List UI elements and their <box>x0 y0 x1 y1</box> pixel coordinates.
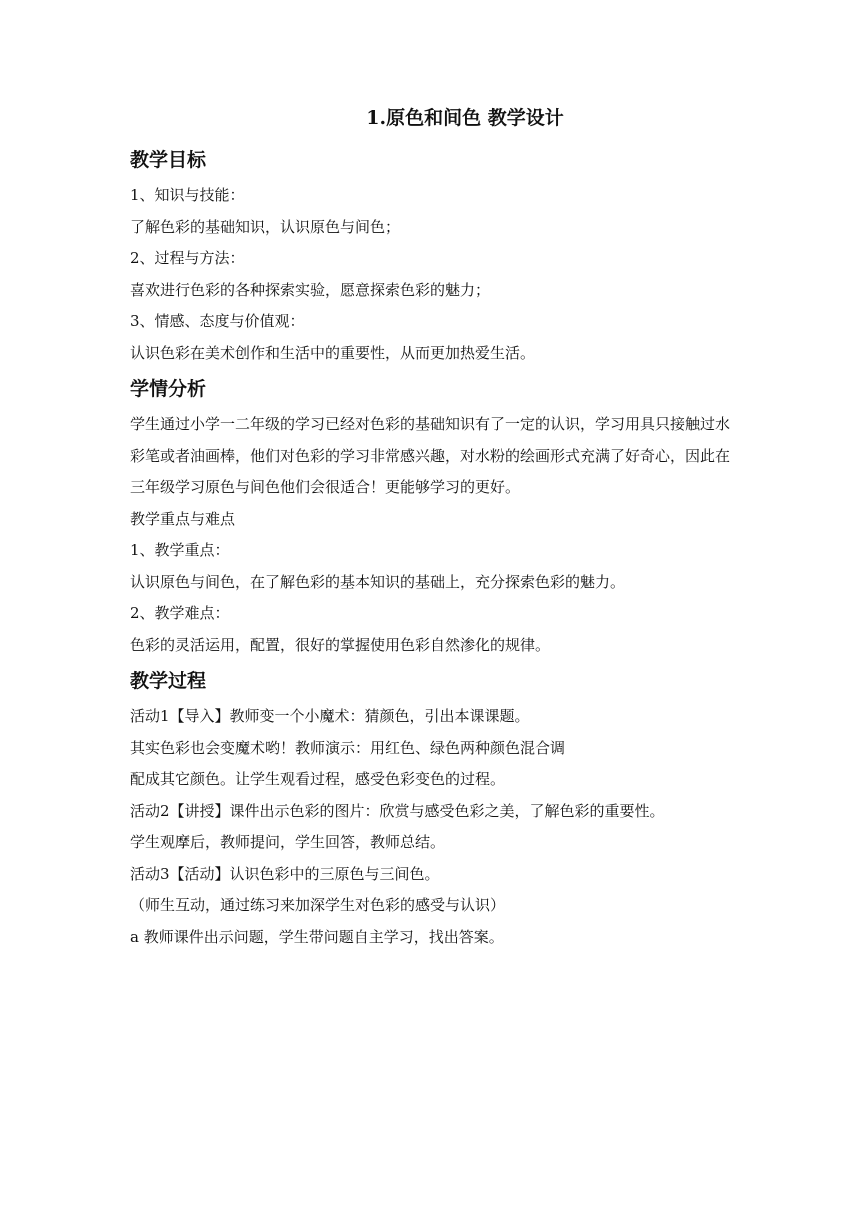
heading-process: 教学过程 <box>130 670 207 692</box>
objective-line: 喜欢进行色彩的各种探索实验，愿意探索色彩的魅力； <box>130 280 491 299</box>
activity-2-detail: 学生观摩后，教师提问，学生回答，教师总结。 <box>130 833 446 851</box>
activity-3: 活动3【活动】认识色彩中的三原色与三间色。 <box>130 864 440 883</box>
analysis-line: 1、教学重点： <box>130 541 230 559</box>
objective-line: 1、知识与技能： <box>130 186 245 204</box>
activity-2: 活动2【讲授】课件出示色彩的图片：欣赏与感受色彩之美，了解色彩的重要性。 <box>130 801 665 820</box>
key-points-label: 教学重点与难点 <box>130 509 236 528</box>
document-content <box>130 100 730 953</box>
heading-analysis: 学情分析 <box>130 378 207 400</box>
analysis-line: 认识原色与间色，在了解色彩的基本知识的基础上，充分探索色彩的魅力。 <box>130 572 626 591</box>
objective-line: 2、过程与方法： <box>130 249 245 267</box>
analysis-paragraph: 学生通过小学一二年级的学习已经对色彩的基础知识有了一定的认识，学习用具只接触过水彩笔或者油画棒，他们对色彩的学习非常感兴趣，对水粉的绘画形式充满了好奇心，因此在三年级学习原色与间色他们会很适合！更能够学习的更好。 <box>130 415 731 496</box>
objective-line: 了解色彩的基础知识，认识原色与间色； <box>130 217 401 236</box>
activity-3-note: （师生互动，通过练习来加深学生对色彩的感受与认识） <box>130 896 506 914</box>
activity-3-item-a: a 教师课件出示问题，学生带问题自主学习，找出答案。 <box>130 927 504 946</box>
analysis-line: 2、教学难点： <box>130 604 230 622</box>
heading-objectives: 教学目标 <box>130 149 207 171</box>
activity-1: 活动1【导入】教师变一个小魔术：猜颜色，引出本课课题。 <box>130 707 530 725</box>
activity-1-detail: 其实色彩也会变魔术哟！教师演示：用红色、绿色两种颜色混合调配成其它颜色。让学生观看过程，感受色彩变色的过程。 <box>130 738 566 788</box>
objective-line: 认识色彩在美术创作和生活中的重要性，从而更加热爱生活。 <box>130 343 536 362</box>
analysis-line: 色彩的灵活运用，配置，很好的掌握使用色彩自然渗化的规律。 <box>130 635 551 654</box>
document-title: 1.原色和间色 教学设计 <box>366 107 564 129</box>
objective-line: 3、情感、态度与价值观： <box>130 312 305 330</box>
